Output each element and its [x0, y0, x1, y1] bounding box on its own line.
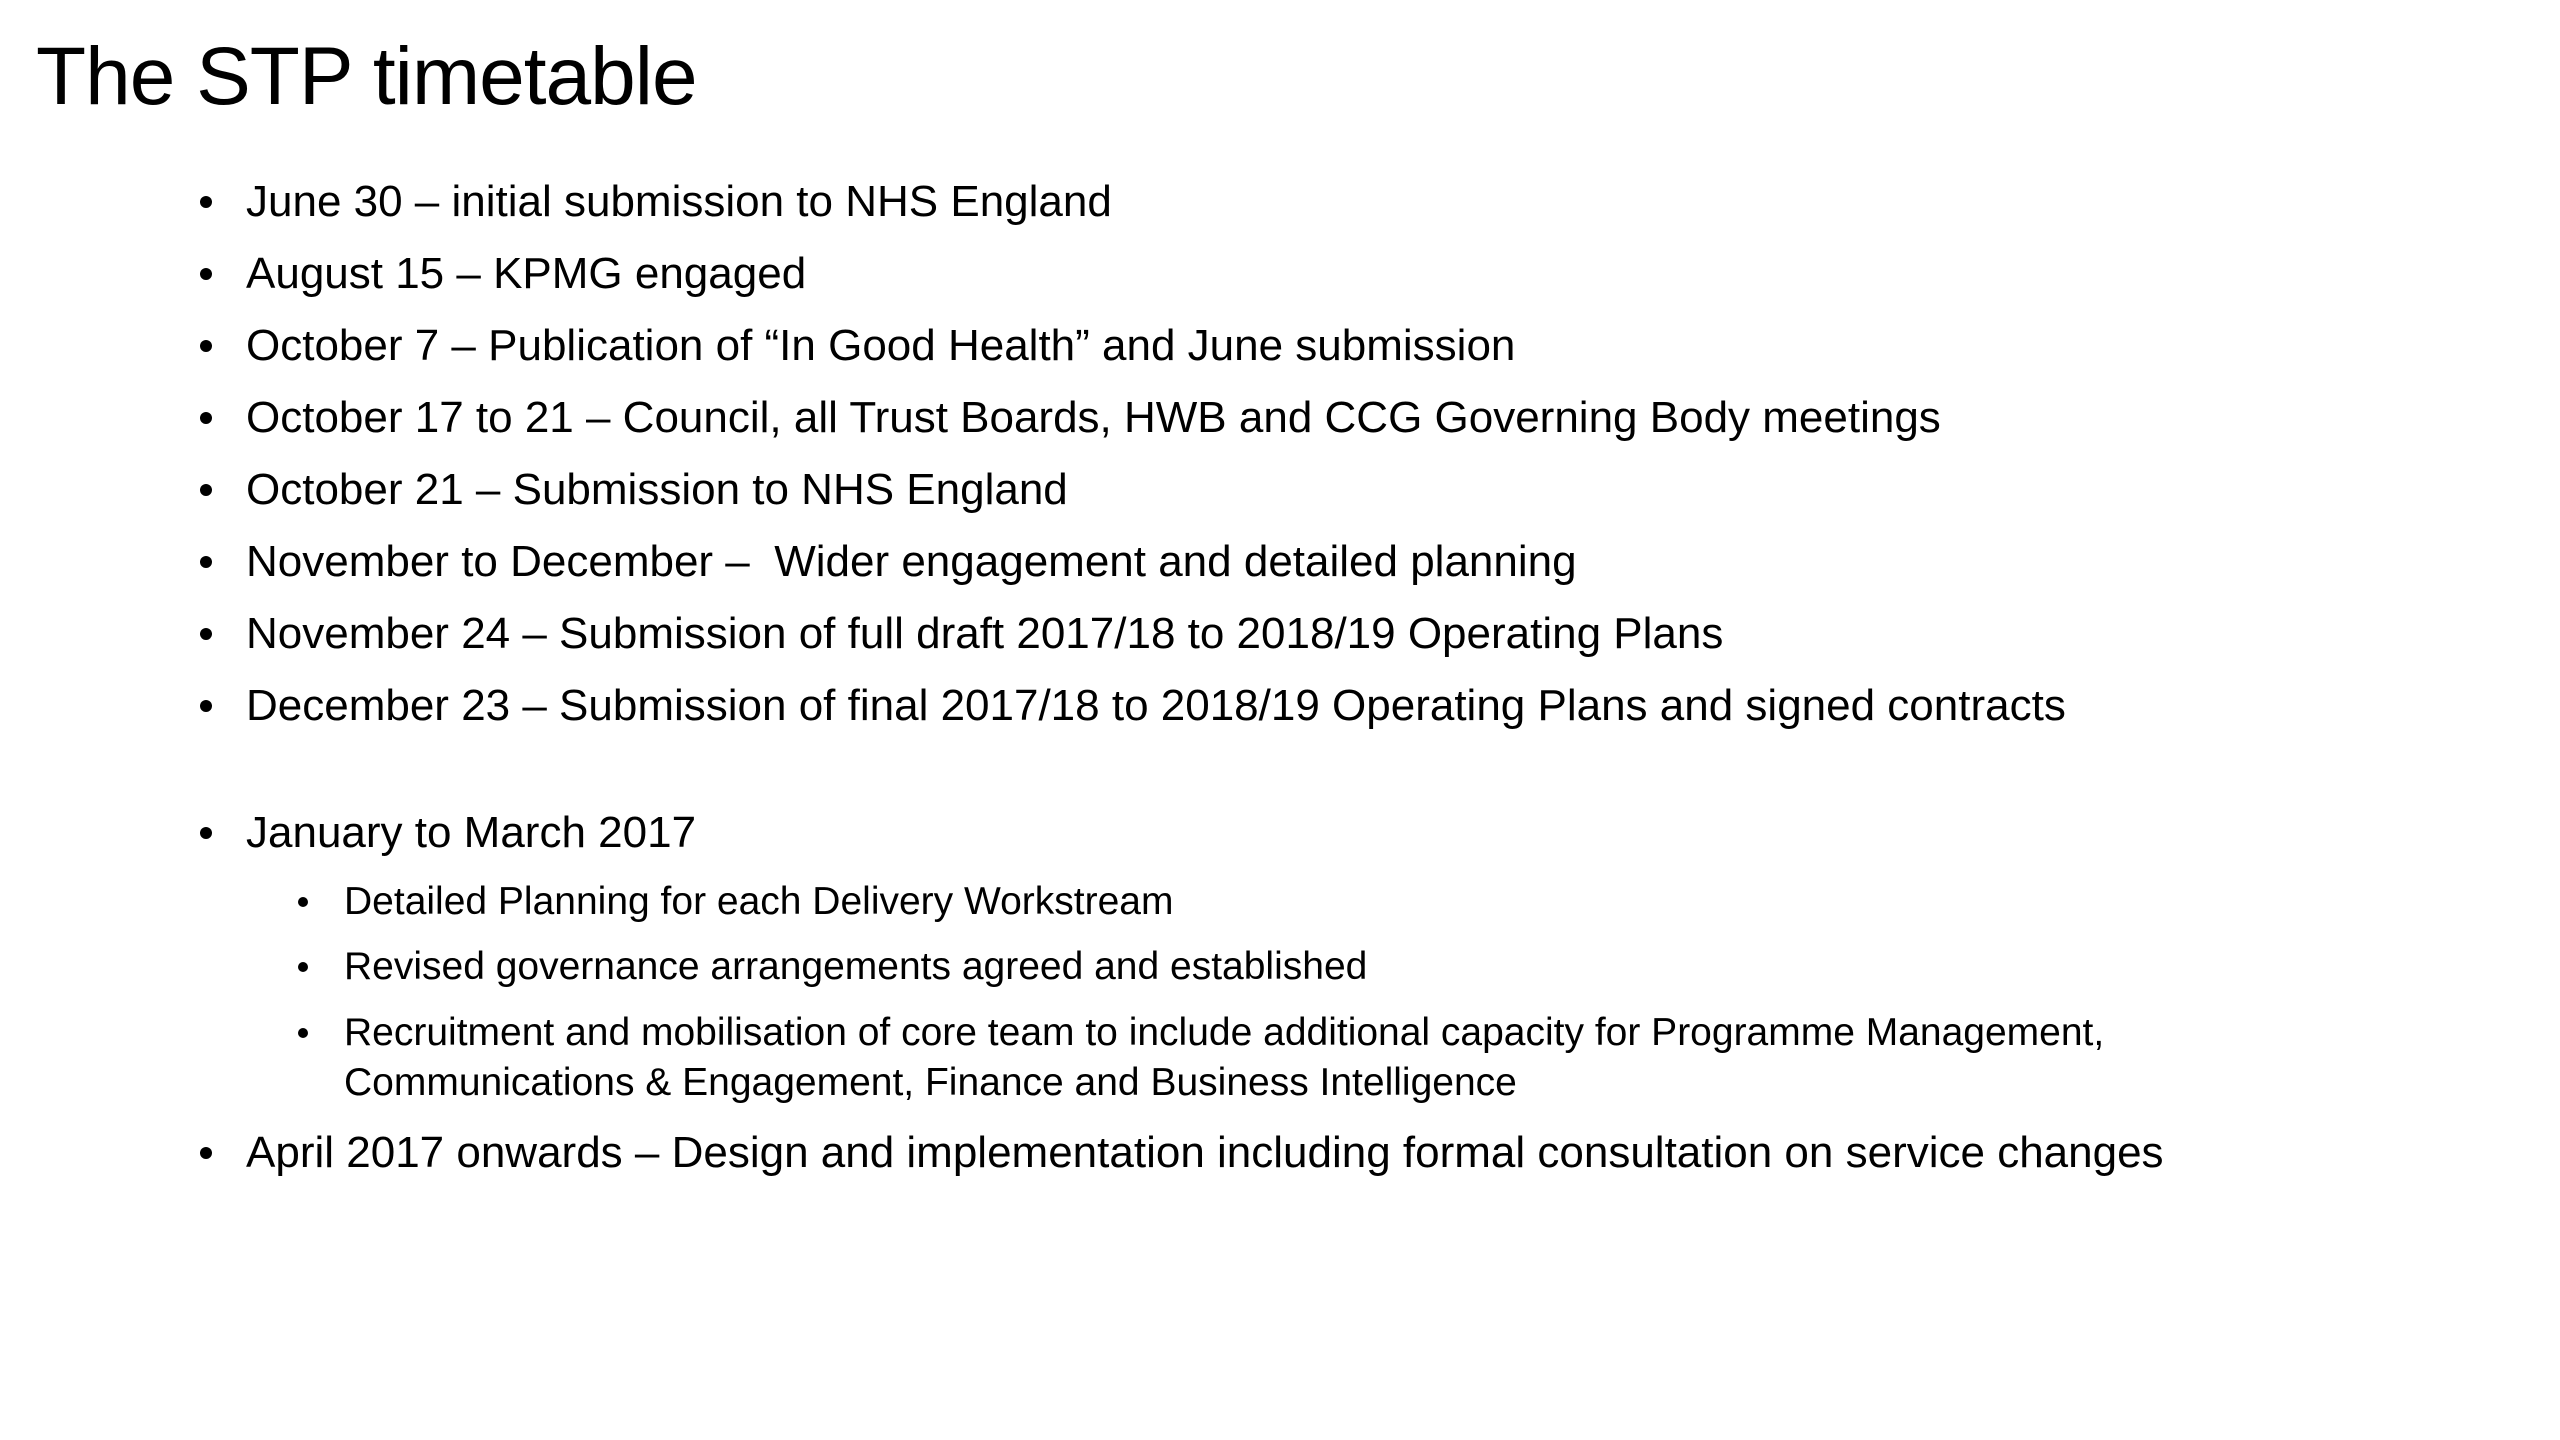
bullet-icon — [200, 484, 212, 496]
list-item-text: October 17 to 21 – Council, all Trust Boards, HWB and CCG Governing Body meetings — [246, 393, 1941, 442]
bullet-icon — [200, 628, 212, 640]
bullet-icon — [298, 1028, 308, 1038]
list-item-text: October 21 – Submission to NHS England — [246, 465, 1068, 514]
slide-title: The STP timetable — [36, 31, 697, 122]
bullet-icon — [200, 412, 212, 424]
list-item-text: December 23 – Submission of final 2017/18 to 2018/19 Operating Plans and signed contracts — [246, 681, 2066, 730]
sub-list-item-text: Communications & Engagement, Finance and Business Intelligence — [344, 1061, 1517, 1104]
list-item-text: April 2017 onwards – Design and implementation including formal consultation on service changes — [246, 1128, 2164, 1177]
bullet-icon — [298, 897, 308, 907]
bullet-icon — [200, 268, 212, 280]
bullet-icon — [200, 827, 212, 839]
bullet-icon — [200, 1147, 212, 1159]
sub-list-item-text: Revised governance arrangements agreed and established — [344, 945, 1368, 988]
bullet-icon — [200, 196, 212, 208]
bullet-icon — [200, 700, 212, 712]
list-item-text: November to December – Wider engagement and detailed planning — [246, 537, 1577, 586]
list-item-text: October 7 – Publication of “In Good Health” and June submission — [246, 321, 1516, 370]
bullet-icon — [298, 962, 308, 972]
list-item-text: June 30 – initial submission to NHS England — [246, 177, 1112, 226]
list-item-text: January to March 2017 — [246, 808, 697, 857]
bullet-icon — [200, 340, 212, 352]
sub-list-item-text: Detailed Planning for each Delivery Workstream — [344, 880, 1174, 923]
list-item-text: November 24 – Submission of full draft 2017/18 to 2018/19 Operating Plans — [246, 609, 1724, 658]
sub-list-item-text: Recruitment and mobilisation of core team to include additional capacity for Programme Management, — [344, 1011, 2105, 1054]
list-item-text: August 15 – KPMG engaged — [246, 249, 807, 298]
bullet-icon — [200, 556, 212, 568]
